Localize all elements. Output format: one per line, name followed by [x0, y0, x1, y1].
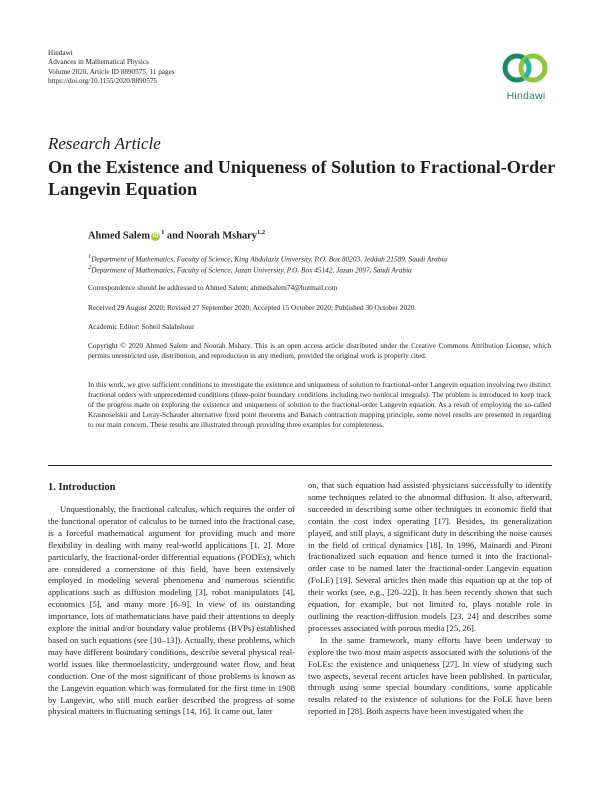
right-column-paragraph-1: on, that such equation had assisted physicians successfully to identify some techniques related to the abnormal diffusion. It also, afterward, succeeded in describing some other techniques in economic field that contain the cost index operating [17]. Besides, its generalization played, and still plays, a significant duty in describing the noise causes in the field of critical dynamics [18]. In 1996, Mainardi and Pironi fractionalized such equation and hence turned it into the fractional-order case to be named later the fractional-order Langevin equation (FoLE) [19]. Several articles then made this equation up at the top of their works (see, e.g., [20–22]). It has been recently shown that such equation, for example, but not limited to, plays notable role in outlining the reaction-diffusion models [23, 24] and describes some processes associated with porous media [25, 26].: [308, 480, 552, 633]
copyright-notice: Copyright © 2020 Ahmed Salem and Noorah Mshary. This is an open access article distributed under the Creative Commons Attribution License, which permits unrestricted use, distribution, and reproduction in any medium, provided the original work is properly cited.: [88, 341, 551, 360]
author-1-sup: 1: [161, 229, 165, 236]
paper-title: On the Existence and Uniqueness of Solution to Fractional-Order Langevin Equation: [48, 157, 555, 199]
orcid-icon[interactable]: iD: [152, 232, 159, 239]
journal-header: [48, 49, 175, 87]
article-type: Research Article: [48, 134, 161, 153]
affiliation-1-text: Department of Mathematics, Faculty of Science, King Abdulaziz University, P.O. Box 80203, Jeddah 21589, Saudi Arabia: [91, 254, 448, 264]
author-2-sup: 1,2: [256, 229, 266, 236]
journal-name: Advances in Mathematical Physics: [48, 58, 149, 67]
logo-text: Hindawi: [506, 90, 546, 102]
author-1-name: Ahmed Salem: [88, 230, 151, 242]
volume-info: Volume 2020, Article ID 8890575, 11 pages: [48, 67, 175, 76]
left-column: [48, 504, 295, 718]
affiliation-2-sup: 2: [88, 264, 92, 271]
affiliation-2: [88, 263, 412, 276]
section-heading: 1. Introduction: [48, 482, 116, 493]
affiliation-1-sup: 1: [88, 253, 92, 260]
left-column-paragraph: Unquestionably, the fractional calculus, which requires the order of the functional operator of calculus to be turned into the fractional case, is a forceful mathematical argument for providing much and more flexibility in dealing with many real-world applications [1, 2]. More particularly, the fractional-order differential equations (FODEs), which are considered a cornerstone of this field, have been extensively employed in modeling several phenomena and numerous scientific applications such as diffusion modeling [3], robot manipulators [4], economics [5], and many more [6–9]. In view of its outstanding importance, lots of mathematicians have paid their attentions to deeply explore the initial and/or boundary value problems (BVPs) established based on such equations (see [10–13]). Actually, these problems, which may have different boundary conditions, describe several physical real-world issues like thermoelasticity, underground water flow, and heat conduction. One of the most significant of those problems is known as the Langevin equation which was formulated for the first time in 1908 by Langevin, who still much earlier described the progress of some physical matters in fluctuating settings [14, 16]. It came out, later: [48, 504, 295, 717]
right-column-paragraph-2: In the same framework, many efforts have been underway to explore the two most main aspects associated with the solutions of the FoLEs: the existence and uniqueness [27]. In view of studying such two aspects, several recent articles have been published. In particular, through using some special boundary conditions, some applicable results related to the existence of solutions for the FoLE have been reported in [28]. Both aspects have been investigated when the: [308, 634, 552, 717]
affiliation-2-text: Department of Mathematics, Faculty of Science, Jazan University, P.O. Box 45142, Jazan 2097, Saudi Arabia: [91, 265, 412, 275]
academic-editor: Academic Editor: Soheil Salahshour: [88, 322, 195, 331]
author-2-name: Noorah Mshary: [186, 230, 257, 242]
doi-link[interactable]: https://doi.org/10.1155/2020/8890575: [48, 77, 158, 86]
divider: [48, 465, 552, 466]
publisher-name: Hindawi: [48, 49, 73, 57]
author-line: [88, 229, 265, 241]
correspondence: Correspondence should be addressed to Ahmed Salem; ahmedsalem74@hotmail.com: [88, 283, 338, 292]
author-connector: and: [164, 230, 187, 242]
abstract: In this work, we give sufficient conditions to investigate the existence and uniqueness of solution to fractional-order Langevin equation involving two distinct fractional orders with unprecedented conditions (three-point boundary conditions including two nonlocal integrals). The problem is introduced to keep track of the progress made on exploring the existence and uniqueness of solution to the fractional-order Langevin equation. As a result of employing the so-called Krasnoselskii and Leray-Schauder alternative fixed point theorems and Banach contraction mapping principle, some novel results are presented in regarding to our main concern. These results are illustrated through providing three examples for completeness.: [88, 380, 551, 429]
publication-dates: Received 29 August 2020; Revised 27 September 2020; Accepted 15 October 2020; Published 30 October 2020: [88, 303, 415, 312]
right-column: [308, 480, 552, 718]
